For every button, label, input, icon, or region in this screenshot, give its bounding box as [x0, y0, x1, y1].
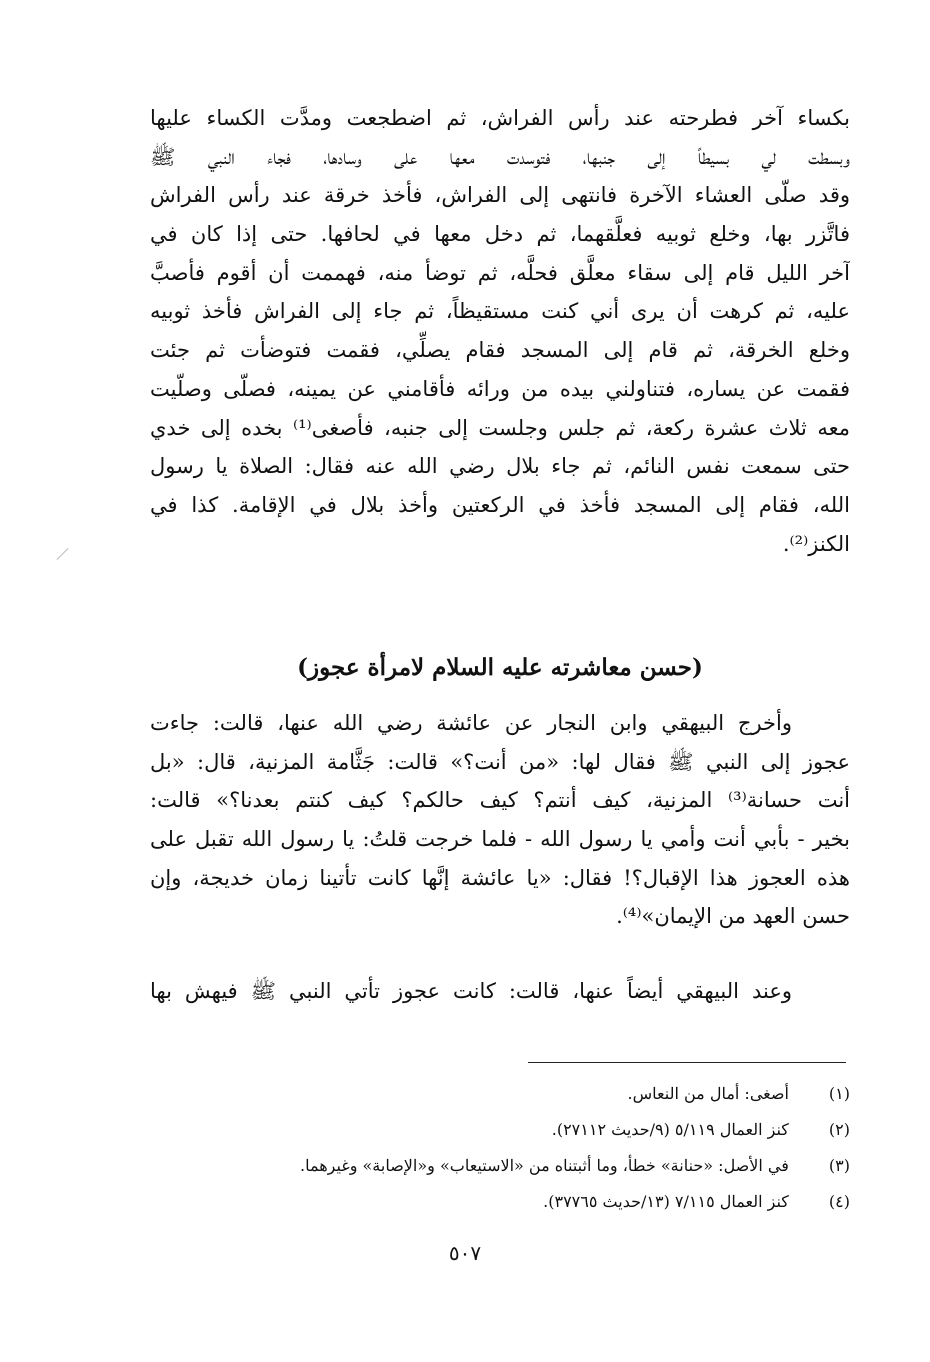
text-line: وعند البيهقي أيضاً عنها، قالت: كانت عجوز تأتي النبي ﷺ فيهش بها: [150, 979, 792, 1003]
text-line: حسن العهد من الإيمان»⁽⁴⁾.: [616, 904, 850, 929]
page-number: ٥٠٧: [448, 1241, 482, 1265]
footnote-text: كنز العمال ٥/١١٩ (٩/حديث ٢٧١١٢).: [551, 1120, 789, 1139]
footnote-item: [150, 1148, 850, 1184]
text-line: فقمت عن يساره، فتناولني بيده من ورائه فأقامني عن يمينه، فصلّى وصلّيت: [150, 376, 850, 401]
text-line: فاتَّزر بها، وخلع ثوبيه فعلَّقهما، ثم دخل معها في لحافها. حتى إذا كان في: [150, 222, 850, 247]
footnote-number: (١): [828, 1084, 850, 1103]
section-heading: (حسن معاشرته عليه السلام لامرأة عجوز): [297, 654, 703, 681]
paragraph-old-woman: [150, 704, 850, 936]
footnotes: [150, 1076, 850, 1220]
footnote-number: (٤): [828, 1192, 850, 1211]
text-line: حتى سمعت نفس النائم، ثم جاء بلال رضي الله عنه فقال: الصلاة يا رسول: [150, 454, 850, 479]
text-line: آخر الليل قام إلى سقاء معلَّق فحلَّه، ثم توضأ منه، فهممت أن أقوم فأصبَّ: [150, 260, 850, 285]
text-line: بخير - بأبي أنت وأمي يا رسول الله - فلما خرجت قلتُ: يا رسول الله تقبل على: [150, 827, 850, 852]
text-line: معه ثلاث عشرة ركعة، ثم جلس وجلست إلى جنبه، فأصغى⁽¹⁾ بخده إلى خدي: [150, 415, 850, 440]
text-line: الله، فقام إلى المسجد فأخذ في الركعتين وأخذ بلال في الإقامة. كذا في: [150, 492, 850, 517]
text-line: وأخرج البيهقي وابن النجار عن عائشة رضي الله عنها، قالت: جاءت: [150, 711, 792, 735]
footnote-text: كنز العمال ٧/١١٥ (١٣/حديث ٣٧٧٦٥).: [543, 1192, 789, 1211]
footnote-item: [150, 1112, 850, 1148]
text-line: وقد صلّى العشاء الآخرة فانتهى إلى الفراش، فأخذ خرقة عند رأس الفراش: [150, 183, 850, 208]
footnote-number: (٢): [828, 1120, 850, 1139]
footnote-divider: [528, 1062, 846, 1063]
text-line: أنت حسانة⁽³⁾ المزنية، كيف أنتم؟ كيف حالكم؟ كيف كنتم بعدنا؟» قالت:: [150, 788, 850, 813]
paragraph-bayhaqi: [150, 972, 850, 1011]
footnote-item: [150, 1184, 850, 1220]
text-line: بكساء آخر فطرحته عند رأس الفراش، ثم اضطجعت ومدَّت الكساء عليها: [150, 106, 850, 130]
text-line: هذه العجوز هذا الإقبال؟! فقال: «يا عائشة إنَّها كانت تأتينا زمان خديجة، وإن: [150, 865, 850, 890]
text-line: وبسطت لي بسيطاً إلى جنبها، فتوسدت معها على وسادها، فجاء النبي ﷺ: [150, 144, 850, 169]
text-line: الكنز⁽²⁾.: [782, 531, 850, 556]
footnote-text: في الأصل: «حنانة» خطأ، وما أثبتناه من «الاستيعاب» و«الإصابة» وغيرهما.: [300, 1156, 789, 1175]
text-line: عجوز إلى النبي ﷺ فقال لها: «من أنت؟» قالت: جَثَّامة المزنية، قال: «بل: [150, 749, 850, 774]
footnote-number: (٣): [828, 1156, 850, 1175]
footnote-text: أصغى: أمال من النعاس.: [627, 1084, 789, 1103]
text-line: عليه، ثم كرهت أن يرى أني كنت مستقيظاً، ثم جاء إلى الفراش فأخذ ثوبيه: [150, 299, 850, 324]
paragraph-night-prayer: [150, 99, 850, 563]
margin-mark: [56, 548, 68, 560]
text-line: وخلع الخرقة، ثم قام إلى المسجد فقام يصلِّي، فقمت فتوضأت ثم جئت: [150, 338, 850, 363]
footnote-item: [150, 1076, 850, 1112]
